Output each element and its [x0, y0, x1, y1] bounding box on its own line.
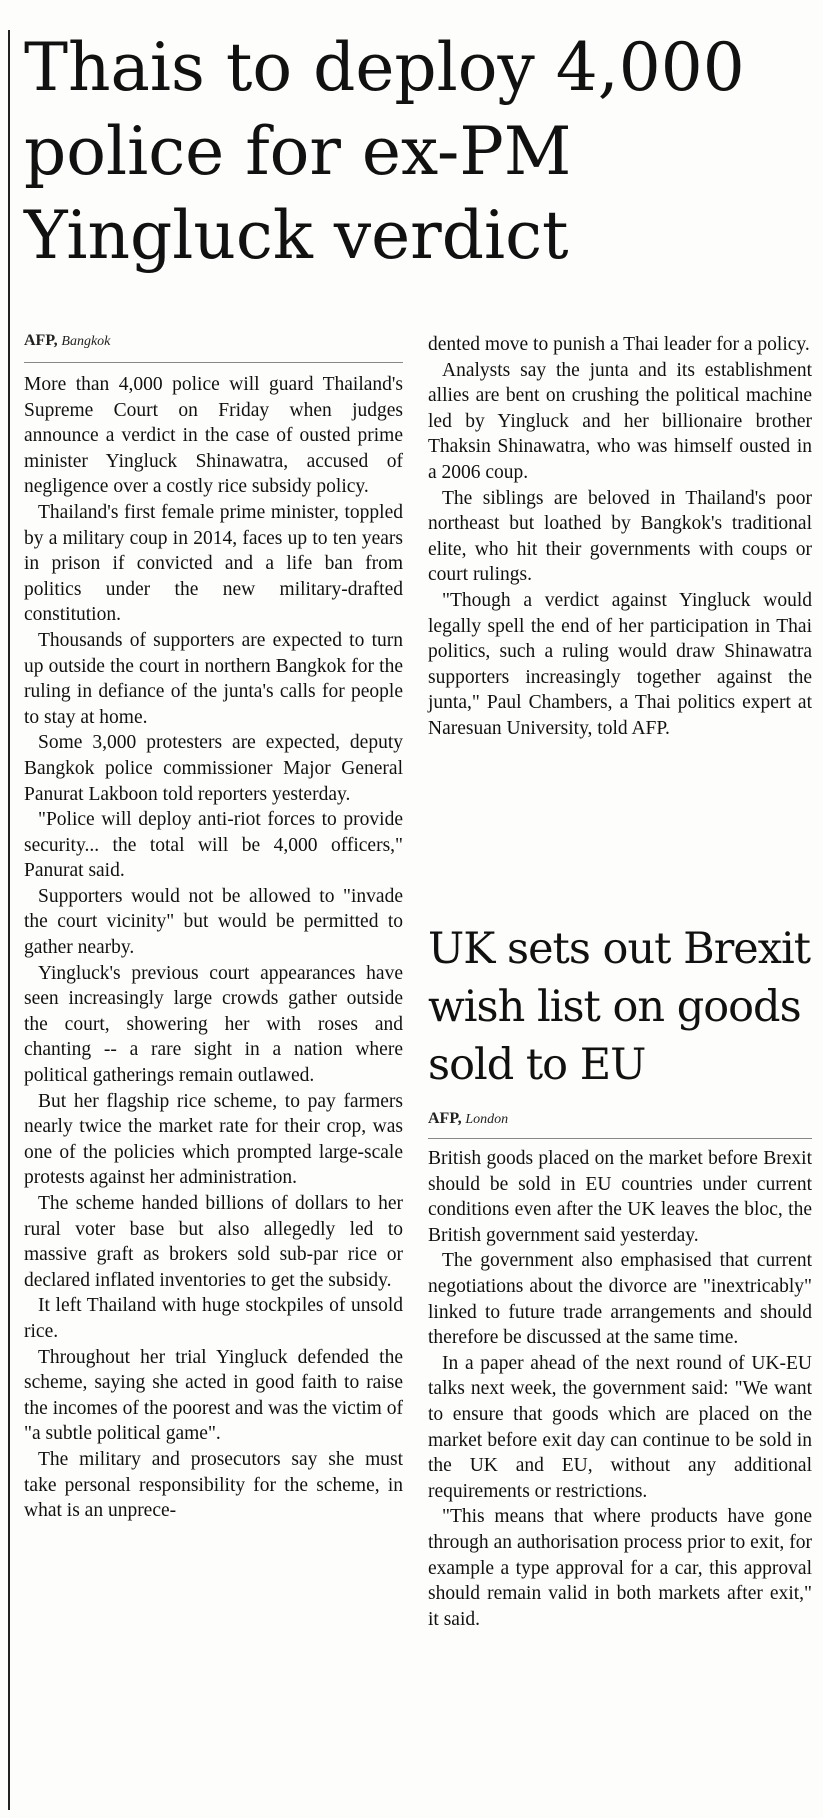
article-2-agency: AFP, [428, 1110, 462, 1127]
paragraph: "Though a verdict against Yingluck would legally spell the end of her participation in Thai politics, such a ruling would draw Shinawatra supporters increasingly together against the junta," Paul Chambers, a Thai politics expert at Naresuan University, told AFP. [428, 589, 812, 739]
paragraph: The siblings are beloved in Thailand's poor northeast but loathed by Bangkok's traditional elite, who hit their governments with coups or court rulings. [428, 487, 812, 586]
paragraph-continuation: dented move to punish a Thai leader for a policy. [428, 334, 810, 355]
byline-divider [428, 1138, 812, 1139]
paragraph: Supporters would not be allowed to "invade the court vicinity" but would be permitted to gather nearby. [24, 885, 403, 959]
paragraph: It left Thailand with huge stockpiles of unsold rice. [24, 1295, 403, 1342]
paragraph: Some 3,000 protesters are expected, deputy Bangkok police commissioner Major General Panurat Lakboon told reporters yesterday. [24, 732, 403, 805]
article-1-byline [24, 332, 110, 350]
article-1-right-column [428, 332, 812, 742]
paragraph: The military and prosecutors say she must take personal responsibility for the scheme, in what is an unprece- [24, 1448, 403, 1522]
article-1-place: Bangkok [61, 334, 111, 349]
paragraph: Throughout her trial Yingluck defended the scheme, saying she acted in good faith to raise the incomes of the poorest and was the victim of "a subtle political game". [24, 1346, 403, 1445]
column-rule [8, 30, 10, 1810]
article-2-place: London [465, 1112, 509, 1127]
article-2-byline [428, 1110, 508, 1128]
paragraph: Thailand's first female prime minister, toppled by a military coup in 2014, faces up to ten years in prison if convicted and a life ban from politics under the new military-drafted constitution. [24, 501, 403, 626]
paragraph: Thousands of supporters are expected to turn up outside the court in northern Bangkok for the ruling in defiance of the junta's calls for people to stay at home. [24, 629, 403, 728]
paragraph: The scheme handed billions of dollars to her rural voter base but also allegedly led to massive graft as brokers sold sub-par rice or declared inflated inventories to get the subsidy. [24, 1193, 403, 1291]
article-1-agency: AFP, [24, 332, 58, 349]
article-2-headline: UK sets out Brexit wish list on goods sold to EU [428, 924, 810, 1090]
paragraph: The government also emphasised that current negotiations about the divorce are "inextricably" linked to future trade arrangements and should therefore be discussed at the same time. [428, 1250, 812, 1349]
article-2-body [428, 1146, 812, 1632]
article-1-headline: Thais to deploy 4,000 police for ex-PM Yingluck verdict [24, 29, 745, 274]
paragraph: Yingluck's previous court appearances have seen increasingly large crowds gather outside the court, showering her with roses and chanting -- a rare sight in a nation where political gatherings remain outlawed. [24, 962, 403, 1087]
paragraph: "Police will deploy anti-riot forces to provide security... the total will be 4,000 officers," Panurat said. [24, 809, 403, 882]
article-1-left-column [24, 372, 403, 1524]
paragraph: More than 4,000 police will guard Thailand's Supreme Court on Friday when judges announce a verdict in the case of ousted prime minister Yingluck Shinawatra, accused of negligence over a costly rice subsidy policy. [24, 374, 403, 498]
paragraph: In a paper ahead of the next round of UK-EU talks next week, the government said: "We want to ensure that goods which are placed on the market before exit day can continue to be sold in the UK and EU, without any additional requirements or restrictions. [428, 1352, 812, 1502]
paragraph: "This means that where products have gone through an authorisation process prior to exit, for example a type approval for a car, this approval should remain valid in both markets after exit," it said. [428, 1506, 812, 1630]
paragraph: Analysts say the junta and its establishment allies are bent on crushing the political machine led by Yingluck and her billionaire brother Thaksin Shinawatra, who was himself ousted in a 2006 coup. [428, 359, 812, 483]
byline-divider [24, 362, 403, 363]
paragraph: But her flagship rice scheme, to pay farmers nearly twice the market rate for their crop, was one of the policies which prompted large-scale protests against her administration. [24, 1090, 403, 1189]
paragraph: British goods placed on the market before Brexit should be sold in EU countries under current conditions even after the UK leaves the bloc, the British government said yesterday. [428, 1148, 812, 1246]
